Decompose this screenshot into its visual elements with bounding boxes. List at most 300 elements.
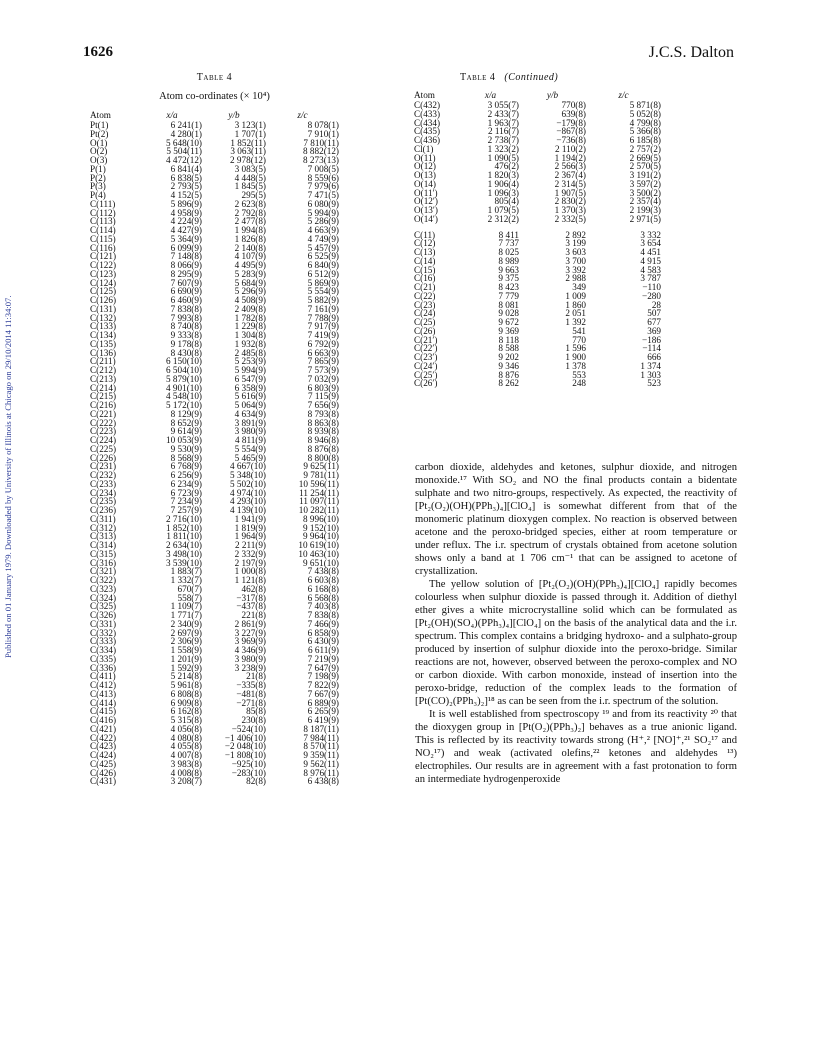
table-row: [90, 217, 339, 226]
table-row: [90, 602, 339, 611]
coordinate-cell: 9 369: [498, 325, 519, 336]
atom-label: C(433): [414, 108, 441, 119]
atom-label: C(412): [90, 680, 117, 690]
atom-label: C(335): [90, 653, 117, 664]
coordinate-cell: 5 214(8): [170, 671, 202, 682]
coordinate-cell: 7 917(9): [307, 321, 339, 332]
coordinate-cell: 4 080(8): [170, 732, 202, 743]
coordinate-cell: 3 980(9): [234, 653, 266, 664]
table-row: [90, 725, 339, 734]
coordinate-cell: 7 032(9): [307, 373, 339, 384]
coordinate-cell: 1 009: [565, 290, 586, 301]
coordinate-cell: 3 500(2): [629, 187, 661, 198]
atom-label: C(325): [90, 601, 117, 612]
atom-label: Pt(2): [90, 128, 109, 139]
coordinate-cell: 7 607(9): [170, 277, 202, 288]
coordinate-cell: 8 740(8): [170, 321, 202, 332]
table-row: [90, 427, 339, 436]
coordinate-cell: 248: [572, 378, 586, 389]
coordinate-cell: 7 788(9): [307, 312, 339, 323]
coordinate-cell: 8 118: [498, 334, 519, 345]
atom-label: C(121): [90, 251, 117, 262]
coordinate-cell: 558(7): [177, 592, 202, 603]
coordinate-cell: 507: [647, 308, 661, 319]
coordinate-cell: −186: [642, 334, 661, 345]
table-row: [90, 550, 339, 559]
coordinate-cell: 1 820(3): [487, 170, 519, 180]
coordinate-cell: 3 700: [565, 255, 586, 266]
table-row: [90, 707, 339, 716]
atom-label: C(414): [90, 697, 117, 708]
coordinate-cell: 7 438(8): [307, 566, 339, 577]
column-header: z/c: [618, 90, 629, 100]
table-header: [90, 110, 339, 121]
atom-label: O(13′): [414, 205, 438, 215]
atom-label: C(326): [90, 610, 117, 620]
coordinate-cell: 639(8): [561, 108, 586, 119]
atom-label: C(125): [90, 286, 117, 297]
table-row: [414, 309, 661, 318]
coordinate-cell: 6 150(10): [166, 356, 202, 367]
coordinate-cell: 6 568(8): [307, 592, 339, 603]
column-header: y/b: [228, 110, 240, 120]
atom-label: C(22): [414, 290, 436, 301]
coordinate-cell: 3 055(7): [487, 100, 519, 110]
table-row: [414, 239, 661, 248]
coordinate-cell: 770(8): [561, 100, 586, 110]
coordinate-cell: 1 304(8): [234, 330, 266, 340]
coordinate-cell: 8 423: [498, 282, 519, 292]
coordinate-cell: 2 830(2): [554, 196, 586, 207]
coordinate-cell: 6 840(9): [307, 260, 339, 270]
table-row: [90, 559, 339, 568]
atom-label: C(314): [90, 540, 117, 550]
atom-label: C(124): [90, 277, 117, 288]
coordinate-cell: 9 625(11): [303, 461, 339, 472]
coordinate-cell: 6 841(4): [170, 163, 202, 174]
coordinate-cell: 3 983(8): [170, 758, 202, 769]
atom-label: C(416): [90, 715, 117, 725]
table-row: [90, 121, 339, 130]
table-row: [414, 231, 661, 240]
table-row: [90, 261, 339, 270]
atom-label: C(233): [90, 478, 117, 489]
table-row: [90, 375, 339, 384]
coordinate-cell: 9 663: [498, 264, 519, 275]
coordinate-cell: −437(8): [236, 601, 266, 612]
coordinate-cell: 4 508(9): [234, 295, 266, 305]
coordinate-cell: 9 202: [498, 352, 519, 362]
coordinate-cell: 7 667(9): [307, 688, 339, 699]
coordinate-cell: 4 427(9): [170, 225, 202, 235]
coordinate-cell: 2 757(2): [629, 143, 661, 154]
coordinate-cell: 6 162(8): [170, 706, 202, 717]
table-header: [414, 90, 661, 101]
coordinate-cell: 6 460(9): [170, 295, 202, 305]
atom-label: C(133): [90, 321, 117, 332]
table2: [414, 90, 661, 388]
coordinate-cell: 6 080(9): [307, 198, 339, 209]
coordinate-cell: 5 879(10): [166, 373, 202, 384]
atom-label: O(11): [414, 152, 436, 163]
atom-label: C(423): [90, 741, 117, 752]
coordinate-cell: 8 559(6): [307, 172, 339, 183]
coordinate-cell: 7 161(9): [307, 303, 339, 314]
coordinate-cell: 3 238(9): [234, 662, 266, 673]
table-row: [414, 171, 661, 180]
atom-label: O(12′): [414, 196, 438, 207]
atom-label: C(324): [90, 592, 117, 603]
coordinate-cell: 6 241(1): [170, 120, 202, 130]
coordinate-cell: 5 504(11): [166, 146, 202, 157]
coordinate-cell: 7 148(8): [170, 251, 202, 262]
coordinate-cell: 4 055(8): [170, 741, 202, 752]
atom-label: C(23): [414, 299, 436, 310]
coordinate-cell: 4 583: [640, 264, 661, 275]
atom-label: C(15): [414, 264, 436, 275]
coordinate-cell: 2 669(5): [629, 152, 661, 163]
table-row: [90, 340, 339, 349]
table-row: [90, 611, 339, 620]
coordinate-cell: 2 738(7): [487, 135, 519, 145]
table-row: [414, 154, 661, 163]
table-row: [90, 296, 339, 305]
coordinate-cell: 4 548(10): [166, 391, 202, 402]
coordinate-cell: 10 463(10): [298, 548, 339, 559]
atom-label: P(3): [90, 181, 106, 192]
atom-label: C(226): [90, 452, 117, 463]
coordinate-cell: 6 525(9): [307, 251, 339, 262]
coordinate-cell: 1 883(7): [170, 566, 202, 577]
coordinate-cell: 1 782(8): [234, 312, 266, 323]
atom-label: C(212): [90, 365, 117, 375]
atom-label: C(313): [90, 531, 117, 542]
coordinate-cell: 1 392: [565, 317, 586, 327]
coordinate-cell: 1 941(9): [234, 513, 266, 524]
coordinate-cell: 2 314(5): [554, 178, 586, 189]
coordinate-cell: 5 286(9): [307, 216, 339, 227]
table-row: [90, 130, 339, 139]
atom-label: O(11′): [414, 187, 438, 198]
coordinate-cell: 7 234(9): [170, 496, 202, 507]
atom-label: P(4): [90, 190, 106, 200]
column-header: y/b: [546, 90, 559, 100]
table-row: [90, 454, 339, 463]
table1-subtitle: Atom co-ordinates (× 10⁴): [159, 91, 270, 102]
table-row: [414, 189, 661, 198]
coordinate-cell: 4 008(8): [170, 767, 202, 778]
column-header: x/a: [484, 90, 497, 100]
atom-label: C(126): [90, 295, 117, 305]
coordinate-cell: 1 079(5): [487, 205, 519, 215]
coordinate-cell: 11 097(11): [299, 496, 339, 507]
coordinate-cell: 5 296(9): [234, 286, 266, 297]
table-row: [90, 637, 339, 646]
coordinate-cell: 2 477(8): [234, 216, 266, 227]
table-row: [90, 576, 339, 585]
coordinate-cell: 3 597(2): [629, 178, 661, 189]
coordinate-cell: 2 570(5): [629, 161, 661, 172]
coordinate-cell: 8 570(11): [303, 741, 339, 752]
paragraph-1: carbon dioxide, aldehydes and ketones, sulphur dioxide, and nitrogen monoxide.¹⁷ With SO₂ and NO the final products contain a bidentate sulphate and two nitro-groups, respectively. As expected, the reactivity of [Pt₂(O₂)(OH)(PPh₃)₄][ClO₄] is somewhat different from that of the monomeric platinum dioxygen complex. No reaction is observed between acetone and the peroxo-bridged species, either at room temperature or under reflux. The i.r. spectrum of crystals obtained from acetone solution shows only a band at 1 706 cm⁻¹ that can be assigned to acetone of crystallization.: [415, 462, 737, 577]
table-row: [90, 594, 339, 603]
atom-label: C(136): [90, 347, 117, 358]
atom-label: C(25): [414, 317, 436, 327]
coordinate-cell: 5 064(9): [234, 400, 266, 410]
table-row: [414, 283, 661, 292]
atom-label: C(234): [90, 487, 117, 498]
coordinate-cell: 8 863(8): [307, 417, 339, 428]
table-row: [90, 410, 339, 419]
atom-label: C(413): [90, 688, 117, 699]
coordinate-cell: 6 419(9): [307, 715, 339, 725]
coordinate-cell: 6 603(8): [307, 575, 339, 585]
atom-label: C(235): [90, 496, 117, 507]
page-number: 1626: [83, 44, 113, 60]
coordinate-cell: 9 028: [498, 308, 519, 319]
table-row: [90, 384, 339, 393]
atom-label: C(312): [90, 522, 117, 533]
table-row: [90, 252, 339, 261]
atom-label: C(223): [90, 426, 117, 437]
coordinate-cell: 6 099(9): [170, 242, 202, 253]
coordinate-cell: 8 793(8): [307, 408, 339, 419]
table-row: [90, 156, 339, 165]
coordinate-cell: 8 939(8): [307, 426, 339, 437]
coordinate-cell: 5 961(8): [170, 680, 202, 690]
coordinate-cell: 5 172(10): [166, 400, 202, 410]
coordinate-cell: 4 799(8): [629, 117, 661, 128]
table-row: [90, 165, 339, 174]
coordinate-cell: 1 900: [565, 352, 586, 362]
table-row: [414, 119, 661, 128]
atom-label: C(222): [90, 417, 117, 428]
table-row: [414, 274, 661, 283]
coordinate-cell: 4 901(10): [166, 382, 202, 393]
table-row: [90, 357, 339, 366]
coordinate-cell: 4 107(9): [234, 251, 266, 262]
table-row: [414, 110, 661, 119]
coordinate-cell: 670(7): [177, 583, 202, 594]
coordinate-cell: 1 707(1): [234, 128, 266, 139]
coordinate-cell: 8 078(1): [307, 120, 339, 130]
coordinate-cell: 10 282(11): [298, 505, 339, 515]
atom-label: C(422): [90, 732, 117, 743]
coordinate-cell: 1 907(5): [554, 187, 586, 198]
coordinate-cell: 6 611(9): [307, 645, 339, 655]
table-row: [90, 419, 339, 428]
coordinate-cell: 4 293(10): [230, 496, 266, 507]
table-row: [414, 162, 661, 171]
coordinate-cell: 5 457(9): [307, 242, 339, 253]
atom-label: C(21): [414, 282, 436, 292]
coordinate-cell: 8 996(10): [303, 513, 339, 524]
coordinate-cell: 523: [647, 378, 661, 389]
coordinate-cell: 5 366(8): [629, 126, 661, 137]
download-notice: Published on 01 January 1979. Downloaded by University of Illinois at Chicago on 29/10/2014 11:34:07.: [3, 295, 13, 658]
coordinate-cell: 462(8): [241, 583, 266, 594]
paragraph-3: It is well established from spectroscopy ¹⁹ and from its reactivity ²⁰ that the dioxygen group in [Pt(O₂)(PPh₃)₂] behaves as a true anionic ligand. This is reflected by its reactivity towards strong (H⁺,² [NO]⁺,²¹ SO₂¹⁷ and NO₂¹⁷) and weak (activated olefins,²² ketones and aldehydes ¹³) electrophiles. Our results are in agreement with a fast protonation to form an intermediate hydrogenperoxide: [415, 709, 737, 785]
table-row: [90, 174, 339, 183]
coordinate-cell: 1 771(7): [170, 610, 202, 620]
coordinate-cell: 369: [647, 325, 661, 336]
table-row: [90, 681, 339, 690]
coordinate-cell: 8 876: [498, 369, 519, 380]
table-row: [414, 197, 661, 206]
coordinate-cell: 3 208(7): [170, 776, 202, 787]
coordinate-cell: 8 976(11): [303, 767, 339, 778]
coordinate-cell: 1 303: [640, 369, 661, 380]
coordinate-cell: 8 295(9): [170, 268, 202, 279]
coordinate-cell: 2 978(12): [230, 155, 266, 165]
table-row: [90, 515, 339, 524]
coordinate-cell: 6 185(8): [629, 135, 661, 145]
paragraph-2: The yellow solution of [Pt₂(O₂)(OH)(PPh₃)₄][ClO₄] rapidly becomes colourless when sulphur dioxide is passed through it. Addition of diethyl ether gives a white microcrystalline solid which can be formulated as [Pt₂(OH)(SO₄)(PPh₃)₄][ClO₄] on the basis of the analytical data and the i.r. spectrum. This complex contains a bridging hydroxo- and a sulphato-group produced by insertion of sulphur dioxide into the peroxo-bridge. Similar reactions are not, however, observed between the peroxo-complex and NO or carbon dioxide. With carbon monoxide, instead of insertion into the peroxo-bridge, reduction of the complex leads to the formation of [Pt(CO)₂(PPh₃)₂]¹⁸ as can be seen from the i.r. spectrum of the solution.: [415, 579, 737, 707]
coordinate-cell: 805(4): [494, 196, 519, 207]
coordinate-cell: 1 096(3): [487, 187, 519, 198]
coordinate-cell: 10 596(11): [298, 478, 339, 489]
coordinate-cell: −114: [642, 343, 661, 354]
coordinate-cell: 9 781(11): [303, 470, 339, 480]
coordinate-cell: 8 989: [498, 255, 519, 266]
coordinate-cell: 5 253(9): [234, 356, 266, 367]
coordinate-cell: 4 472(12): [166, 155, 202, 165]
coordinate-cell: 3 191(2): [629, 170, 661, 180]
table-row: [90, 366, 339, 375]
coordinate-cell: 6 438(8): [307, 776, 339, 787]
atom-label: C(22′): [414, 343, 438, 354]
table-row: [90, 279, 339, 288]
coordinate-cell: 2 971(5): [629, 213, 661, 224]
journal-name: J.C.S. Dalton: [648, 44, 734, 61]
atom-label: C(16): [414, 273, 436, 284]
table-row: [90, 672, 339, 681]
table-row: [90, 629, 339, 638]
coordinate-cell: 2 433(7): [487, 108, 519, 119]
atom-label: P(2): [90, 172, 106, 183]
coordinate-cell: 7 838(8): [170, 303, 202, 314]
coordinate-cell: 9 672: [498, 317, 519, 327]
coordinate-cell: 2 140(8): [234, 242, 266, 253]
table2-title-text: Table 4: [460, 72, 496, 83]
coordinate-cell: −1 406(10): [224, 732, 266, 743]
coordinate-cell: 2 409(8): [234, 303, 266, 314]
coordinate-cell: 7 910(1): [307, 128, 339, 139]
coordinate-cell: 7 822(9): [307, 680, 339, 690]
coordinate-cell: 2 623(8): [234, 198, 266, 209]
coordinate-cell: 8 800(8): [307, 452, 339, 463]
coordinate-cell: 1 000(8): [234, 566, 266, 577]
atom-label: C(116): [90, 242, 116, 253]
table-row: [90, 200, 339, 209]
atom-label: C(11): [414, 229, 436, 240]
coordinate-cell: 1 819(9): [234, 522, 266, 533]
atom-label: C(13): [414, 247, 436, 257]
coordinate-cell: 8 946(8): [307, 435, 339, 445]
column-header: Atom: [90, 110, 111, 120]
coordinate-cell: 2 110(2): [554, 143, 586, 154]
coordinate-cell: 8 652(9): [170, 417, 202, 428]
coordinate-cell: 9 359(11): [303, 750, 339, 760]
coordinate-cell: 4 152(5): [170, 190, 202, 200]
coordinate-cell: 5 648(10): [166, 137, 202, 148]
coordinate-cell: 5 882(9): [307, 295, 339, 305]
table-row: [90, 331, 339, 340]
coordinate-cell: 770: [572, 334, 586, 345]
coordinate-cell: 8 187(11): [303, 723, 339, 734]
coordinate-cell: 541: [572, 325, 586, 336]
atom-label: O(3): [90, 155, 108, 165]
table-row: [90, 524, 339, 533]
table-row: [90, 392, 339, 401]
atom-label: C(333): [90, 636, 117, 647]
atom-label: O(1): [90, 137, 108, 148]
coordinate-cell: 3 980(9): [234, 426, 266, 437]
table-row: [90, 209, 339, 218]
coordinate-cell: 6 265(9): [307, 706, 339, 717]
table-row: [414, 101, 661, 110]
coordinate-cell: 3 063(11): [230, 146, 266, 157]
atom-label: O(2): [90, 146, 108, 157]
table-row: [90, 462, 339, 471]
table-row: [414, 327, 661, 336]
coordinate-cell: 4 974(10): [230, 487, 266, 498]
coordinate-cell: 2 312(2): [487, 213, 519, 224]
atom-label: C(231): [90, 461, 117, 472]
coordinate-cell: −524(10): [231, 723, 266, 734]
table-row: [414, 206, 661, 215]
coordinate-cell: 2 566(3): [554, 161, 586, 172]
coordinate-cell: 21(8): [246, 671, 266, 682]
table-row: [90, 139, 339, 148]
coordinate-cell: 8 588: [498, 343, 519, 354]
table-row: [414, 336, 661, 345]
coordinate-cell: 2 988: [565, 273, 586, 284]
coordinate-cell: −280: [642, 290, 661, 301]
atom-label: C(224): [90, 435, 117, 445]
atom-label: P(1): [90, 163, 106, 174]
coordinate-cell: −110: [642, 282, 661, 292]
coordinate-cell: −481(8): [236, 688, 266, 699]
atom-label: C(132): [90, 312, 117, 323]
coordinate-cell: 8 882(12): [303, 146, 339, 157]
coordinate-cell: 1 378: [565, 360, 586, 371]
atom-label: C(421): [90, 723, 117, 734]
coordinate-cell: 2 793(5): [170, 181, 202, 192]
table2-continued: (Continued): [504, 72, 559, 83]
atom-label: C(323): [90, 583, 117, 594]
coordinate-cell: 1 090(5): [487, 152, 519, 163]
coordinate-cell: 9 530(9): [170, 443, 202, 454]
coordinate-cell: 8 568(9): [170, 452, 202, 463]
coordinate-cell: 5 348(10): [230, 470, 266, 480]
coordinate-cell: 1 109(7): [170, 601, 202, 612]
coordinate-cell: 2 861(9): [234, 618, 266, 629]
coordinate-cell: 5 283(9): [234, 268, 266, 279]
coordinate-cell: 1 811(10): [166, 531, 202, 542]
coordinate-cell: 1 332(7): [170, 575, 202, 585]
coordinate-cell: 4 451: [640, 247, 661, 257]
atom-label: C(434): [414, 117, 441, 128]
coordinate-cell: 1 852(11): [230, 137, 266, 148]
table1-title: Table 4: [196, 72, 233, 83]
table-row: [90, 305, 339, 314]
coordinate-cell: 2 892: [565, 229, 586, 240]
coordinate-cell: 677: [647, 317, 661, 327]
atom-label: C(26′): [414, 378, 438, 389]
coordinate-cell: 4 139(10): [230, 505, 266, 515]
coordinate-cell: −1 808(10): [224, 750, 266, 760]
